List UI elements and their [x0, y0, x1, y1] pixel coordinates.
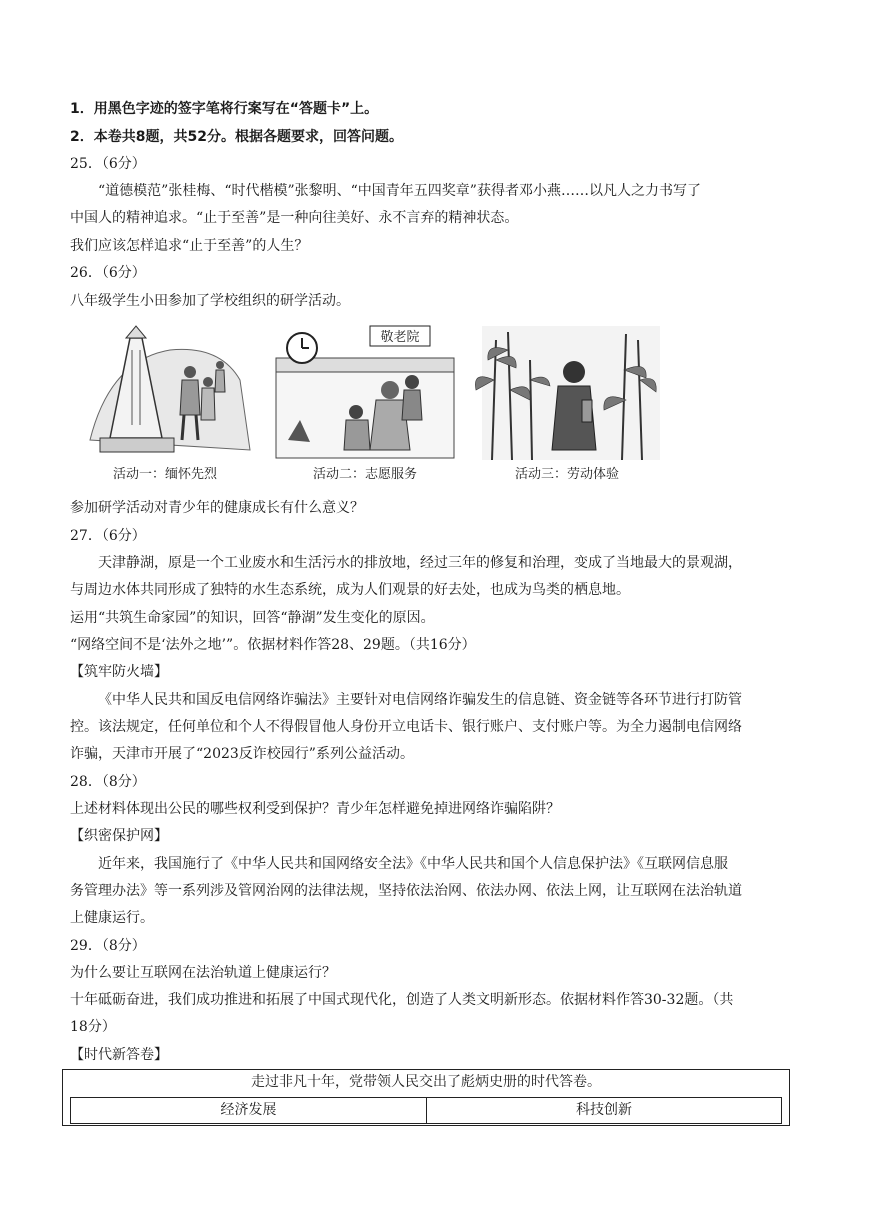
q27-number: 27．（6分）: [70, 528, 146, 544]
q25-material-line1: “道德模范”张桂梅、“时代楷模”张黎明、“中国青年五四奖章”获得者邓小燕……以凡人之力书写了: [98, 183, 701, 199]
q27-material-line1: 天津静湖，原是一个工业废水和生活污水的排放地，经过三年的修复和治理，变成了当地最大的景观湖，: [98, 555, 742, 571]
section-heading-protection-net: 【织密保护网】: [70, 828, 168, 844]
q30-32-intro-line1: 十年砥砺奋进，我们成功推进和拓展了中国式现代化，创造了人类文明新形态。依据材料作答30-32题。（共: [70, 992, 734, 1008]
activity-1-panel: [70, 320, 260, 488]
q30-32-intro-line2: 18分）: [70, 1019, 116, 1035]
section-heading-firewall: 【筑牢防火墙】: [70, 664, 168, 680]
table-col-economy: 经济发展: [220, 1102, 277, 1118]
activity-2-panel: [270, 320, 460, 488]
section-heading-new-era: 【时代新答卷】: [70, 1047, 168, 1063]
q27-question: 运用“共筑生命家园”的知识，回答“静湖”发生变化的原因。: [70, 610, 435, 626]
q27-material-line2: 与周边水体共同形成了独特的水生态系统，成为人们观景的好去处，也成为鸟类的栖息地。: [70, 582, 630, 598]
protection-material-line2: 务管理办法》等一系列涉及管网治网的法律法规，坚持依法治网、依法办网、依法上网，让互联网在法治轨道: [70, 883, 742, 899]
q28-number: 28．（8分）: [70, 774, 146, 790]
activity-3-caption: 活动三：劳动体验: [514, 467, 619, 482]
table-header-row: [70, 1097, 782, 1124]
firewall-material-line3: 诈骗，天津市开展了“2023反诈校园行”系列公益活动。: [70, 746, 414, 762]
protection-material-line1: 近年来，我国施行了《中华人民共和国网络安全法》《中华人民共和国个人信息保护法》《互联网信息服: [98, 856, 728, 872]
table-title: 走过非凡十年，党带领人民交出了彪炳史册的时代答卷。: [251, 1074, 601, 1090]
q26-question: 参加研学活动对青少年的健康成长有什么意义？: [70, 500, 364, 516]
q25-question: 我们应该怎样追求“止于至善”的人生？: [70, 238, 309, 254]
q25-material-line2: 中国人的精神追求。“止于至善”是一种向往美好、永不言弃的精神状态。: [70, 210, 519, 226]
q26-intro: 八年级学生小田参加了学校组织的研学活动。: [70, 293, 350, 309]
q25-number: 25．（6分）: [70, 156, 146, 172]
q28-question: 上述材料体现出公民的哪些权利受到保护？青少年怎样避免掉进网络诈骗陷阱？: [70, 801, 560, 817]
instruction-1: 1．用黑色字迹的签字笔将行案写在“答题卡”上。: [70, 101, 379, 117]
firewall-material-line1: 《中华人民共和国反电信网络诈骗法》主要针对电信网络诈骗发生的信息链、资金链等各环节进行打防管: [98, 692, 742, 708]
firewall-material-line2: 控。该法规定，任何单位和个人不得假冒他人身份开立电话卡、银行账户、支付账户等。为全力遏制电信网络: [70, 719, 742, 735]
q29-question: 为什么要让互联网在法治轨道上健康运行？: [70, 965, 336, 981]
q28-29-intro: “网络空间不是‘法外之地’”。依据材料作答28、29题。（共16分）: [70, 637, 476, 653]
instruction-2: 2．本卷共8题，共52分。根据各题要求，回答问题。: [70, 129, 403, 145]
activity-1-caption: 活动一：缅怀先烈: [112, 467, 217, 482]
activity-2-caption: 活动二：志愿服务: [312, 467, 417, 482]
q29-number: 29．（8分）: [70, 938, 146, 954]
activity-3-panel: [472, 320, 662, 488]
protection-material-line3: 上健康运行。: [70, 910, 154, 926]
nursing-home-sign: 敬老院: [380, 330, 420, 345]
table-col-tech: 科技创新: [576, 1102, 632, 1118]
q26-number: 26．（6分）: [70, 265, 146, 281]
activity-illustrations: [70, 320, 662, 488]
